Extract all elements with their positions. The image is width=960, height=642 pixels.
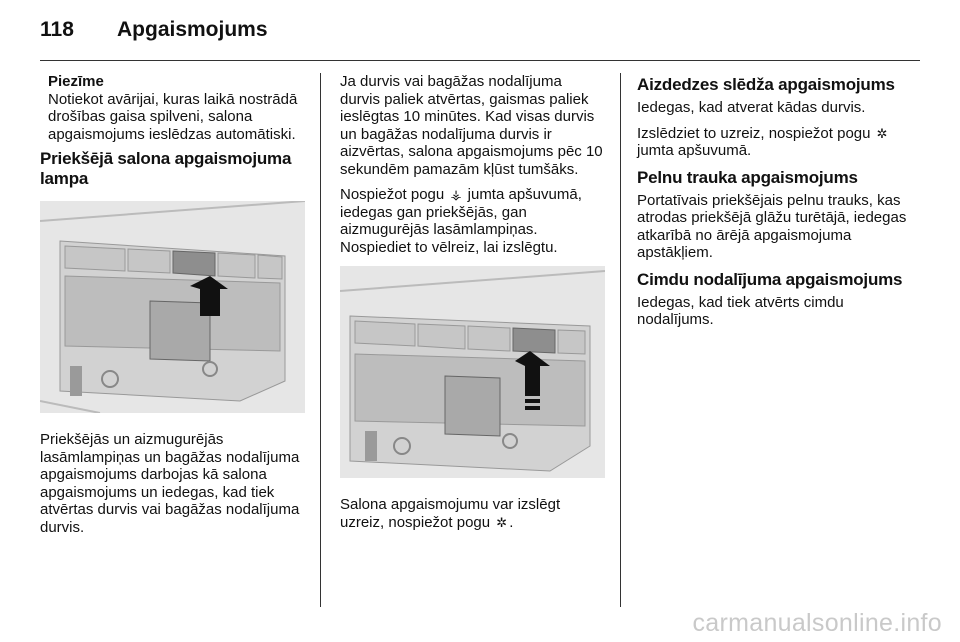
paragraph-glovebox: Iedegas, kad tiek atvērts cimdu nodalījums.	[637, 293, 844, 328]
section-heading-ignition: Aizdedzes slēdža apgaismojums	[637, 75, 895, 94]
column-3	[637, 73, 907, 337]
column-1	[40, 73, 305, 544]
dome-lamp-icon: ⚶	[450, 187, 462, 202]
off-icon: ✲	[876, 125, 888, 141]
off-icon: ✲	[496, 514, 508, 530]
watermark: carmanualsonline.info	[692, 609, 942, 637]
paragraph-ignition: Iedegas, kad atverat kādas durvis.	[637, 99, 866, 116]
front-lamp-figure	[40, 201, 305, 413]
section-heading-ashtray: Pelnu trauka apgaismojums	[637, 167, 858, 187]
column-divider-2	[620, 73, 621, 607]
paragraph-doors-open: Ja durvis vai bagāžas nodalījuma durvis paliek atvērtas, gaismas paliek ieslēgtas 10 minūtes. Kad visas durvis un bagāžas nodalījuma durvis ir aizvērtas, salona apgaismojums pēc 10 sekundēm pamazām kļūst tumšāks.	[340, 73, 603, 178]
paragraph-switch-off	[340, 496, 605, 531]
section-heading-front-lamp: Priekšējā salona apgaismojuma lampa	[40, 149, 292, 188]
note-body: Notiekot avārijai, kuras laikā nostrādā drošības gaisa spilveni, salona apgaismojums ieslēdzas automātiski.	[48, 90, 298, 143]
page-number: 118	[40, 18, 74, 41]
paragraph-switch-off-end: .	[509, 513, 514, 531]
paragraph-press-button-end: jumta apšuvumā, iedegas gan priekšējās, gan aizmugurējās lasāmlampiņas. Nospiediet to vēlreiz, lai izslēgtu.	[340, 186, 582, 256]
page-title: Apgaismojums	[117, 18, 268, 41]
paragraph-ashtray: Portatīvais priekšējais pelnu trauks, kas atrodas priekšējā glāžu turētājā, iedegas atkarībā no ārējā apgaismojuma apstākļiem.	[637, 191, 907, 261]
paragraph-lamps: Priekšējās un aizmugurējās lasāmlampiņas un bagāžas nodalījuma apgaismojums darbojas kā salona apgaismojums un iedegas, kad tiek atvērtas durvis vai bagāžas nodalījuma durvis.	[40, 431, 300, 536]
paragraph-ignition-off	[637, 125, 907, 160]
section-heading-glovebox: Cimdu nodalījuma apgaismojums	[637, 269, 903, 289]
reading-lamp-figure	[340, 266, 605, 478]
column-2	[340, 73, 605, 539]
paragraph-ignition-off-start: Izslēdziet to uzreiz, nospiežot pogu	[637, 124, 871, 142]
paragraph-ignition-off-end: jumta apšuvumā.	[637, 142, 752, 159]
paragraph-switch-off-start: Salona apgaismojumu var izslēgt uzreiz, nospiežot pogu	[340, 496, 561, 531]
column-divider-1	[320, 73, 321, 607]
paragraph-press-button	[340, 186, 605, 256]
note-title: Piezīme	[48, 73, 104, 90]
header-rule	[40, 60, 920, 61]
paragraph-press-button-start: Nospiežot pogu	[340, 186, 445, 203]
